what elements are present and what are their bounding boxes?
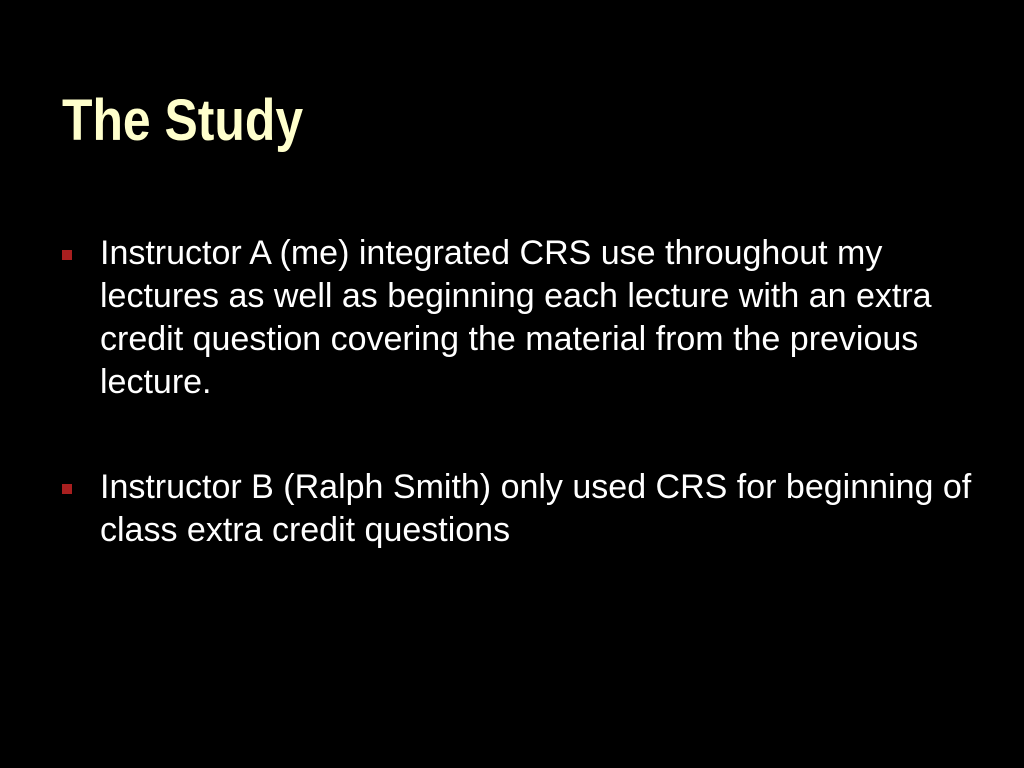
square-bullet-icon bbox=[62, 484, 72, 494]
square-bullet-icon bbox=[62, 250, 72, 260]
bullet-text: Instructor A (me) integrated CRS use throughout my lectures as well as beginning each lecture with an extra credit question covering the material from the previous lecture. bbox=[100, 234, 932, 401]
bullet-text: Instructor B (Ralph Smith) only used CRS for beginning of class extra credit questions bbox=[100, 468, 972, 549]
slide-title: The Study bbox=[62, 88, 304, 153]
